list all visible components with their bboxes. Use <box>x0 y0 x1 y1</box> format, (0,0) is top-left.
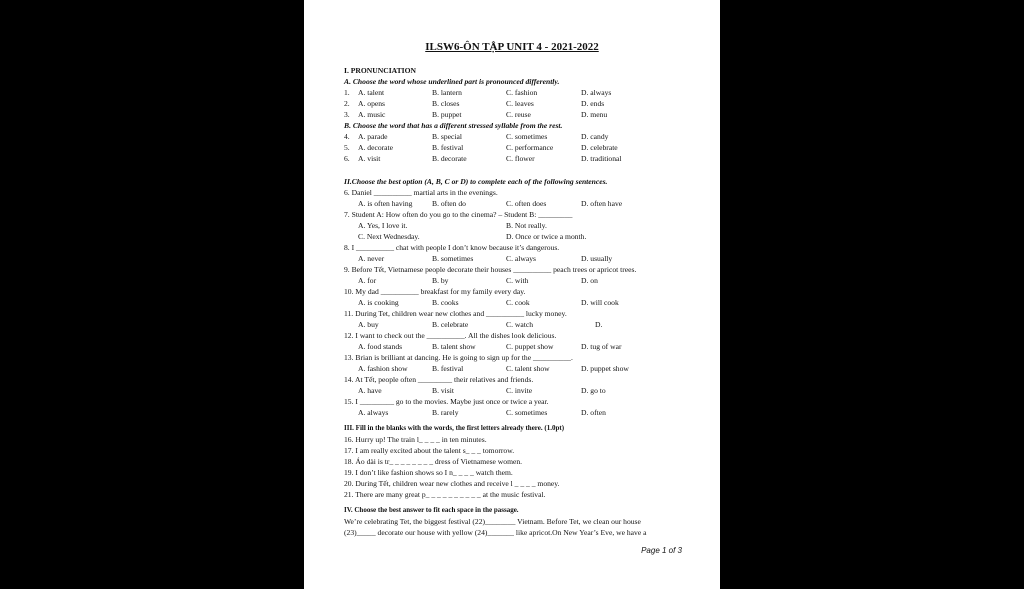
question-9: 9. Before Tết, Vietnamese people decorate their houses __________ peach trees or apricot trees. <box>344 265 637 274</box>
option-d: D. candy <box>581 132 609 141</box>
option-a: A. food stands <box>358 342 403 351</box>
q-number: 5. <box>344 143 350 152</box>
option-d: D. menu <box>581 110 608 119</box>
option-a: A. music <box>358 110 386 119</box>
option-a: A. is cooking <box>358 298 399 307</box>
option-c: C. with <box>506 276 529 285</box>
question-15: 15. I _________ go to the movies. Maybe just once or twice a year. <box>344 397 549 406</box>
option-b: B. festival <box>432 143 464 152</box>
option-b: B. special <box>432 132 462 141</box>
option-a: A. never <box>358 254 385 263</box>
option-c: C. reuse <box>506 110 531 119</box>
question-13: 13. Brian is brilliant at dancing. He is going to sign up for the __________. <box>344 353 573 362</box>
option-b: B. visit <box>432 386 454 395</box>
section-2-heading: II.Choose the best option (A, B, C or D) to complete each of the following sentences. <box>344 177 608 186</box>
q-number: 6. <box>344 154 350 163</box>
option-b: B. celebrate <box>432 320 469 329</box>
option-b: B. sometimes <box>432 254 474 263</box>
option-b: B. Not really. <box>506 221 547 230</box>
option-a: A. parade <box>358 132 388 141</box>
question-6: 6. Daniel __________ martial arts in the evenings. <box>344 188 498 197</box>
q-number: 1. <box>344 88 350 97</box>
option-b: B. lantern <box>432 88 462 97</box>
question-12: 12. I want to check out the __________. All the dishes look delicious. <box>344 331 557 340</box>
option-d: D. traditional <box>581 154 622 163</box>
question-7: 7. Student A: How often do you go to the cinema? – Student B: _________ <box>344 210 573 219</box>
passage-line: We’re celebrating Tet, the biggest festival (22)________ Vietnam. Before Tet, we clean our house <box>344 517 641 526</box>
option-c: C. Next Wednesday. <box>358 232 420 241</box>
q-number: 3. <box>344 110 350 119</box>
option-b: B. puppet <box>432 110 462 119</box>
option-a: A. always <box>358 408 389 417</box>
option-b: B. festival <box>432 364 464 373</box>
option-c: C. cook <box>506 298 530 307</box>
option-d: D. on <box>581 276 598 285</box>
option-b: B. rarely <box>432 408 459 417</box>
option-b: B. decorate <box>432 154 467 163</box>
document-title: ILSW6-ÔN TẬP UNIT 4 - 2021-2022 <box>425 41 599 53</box>
option-a: A. decorate <box>358 143 393 152</box>
option-b: B. by <box>432 276 449 285</box>
option-c: C. leaves <box>506 99 534 108</box>
question-8: 8. I __________ chat with people I don’t know because it’s dangerous. <box>344 243 560 252</box>
option-c: C. sometimes <box>506 132 548 141</box>
option-a: A. talent <box>358 88 385 97</box>
option-a: A. visit <box>358 154 381 163</box>
option-a: A. buy <box>358 320 379 329</box>
option-d: D. go to <box>581 386 606 395</box>
fill-line: 18. Áo dài is tr_ _ _ _ _ _ _ _ dress of Vietnamese women. <box>344 457 523 466</box>
option-c: C. invite <box>506 386 533 395</box>
option-c: C. sometimes <box>506 408 548 417</box>
document-page <box>304 0 720 589</box>
option-d: D. often have <box>581 199 623 208</box>
option-d: D. tug of war <box>581 342 622 351</box>
fill-line: 17. I am really excited about the talent s_ _ _ tomorrow. <box>344 446 515 455</box>
option-c: C. flower <box>506 154 535 163</box>
section-1-heading: I. PRONUNCIATION <box>344 66 417 75</box>
fill-line: 16. Hurry up! The train l_ _ _ _ in ten minutes. <box>344 435 487 444</box>
option-b: B. often do <box>432 199 466 208</box>
option-a: A. Yes, I love it. <box>358 221 408 230</box>
option-a: A. have <box>358 386 382 395</box>
fill-line: 21. There are many great p_ _ _ _ _ _ _ _ _ _ at the music festival. <box>344 490 546 499</box>
question-10: 10. My dad __________ breakfast for my family every day. <box>344 287 526 296</box>
option-d: D. ends <box>581 99 605 108</box>
option-d: D. usually <box>581 254 613 263</box>
option-b: B. closes <box>432 99 460 108</box>
section-1-part-a: A. Choose the word whose underlined part is pronounced differently. <box>344 77 560 86</box>
option-a: A. opens <box>358 99 385 108</box>
page-number: Page 1 of 3 <box>641 546 682 555</box>
option-c: C. fashion <box>506 88 538 97</box>
option-d: D. Once or twice a month. <box>506 232 587 241</box>
option-c: C. always <box>506 254 536 263</box>
q-number: 4. <box>344 132 350 141</box>
section-1-part-b: B. Choose the word that has a different stressed syllable from the rest. <box>344 121 563 130</box>
option-b: B. talent show <box>432 342 476 351</box>
fill-line: 20. During Tết, children wear new clothes and receive l _ _ _ _ money. <box>344 479 560 488</box>
section-4-heading: IV. Choose the best answer to fit each space in the passage. <box>344 506 519 514</box>
option-c: C. talent show <box>506 364 550 373</box>
option-c: C. watch <box>506 320 533 329</box>
question-11: 11. During Tet, children wear new clothes and __________ lucky money. <box>344 309 567 318</box>
option-c: C. performance <box>506 143 554 152</box>
option-d: D. often <box>581 408 606 417</box>
option-b: B. cooks <box>432 298 459 307</box>
fill-line: 19. I don’t like fashion shows so I n_ _ _ _ watch them. <box>344 468 513 477</box>
option-c: C. puppet show <box>506 342 554 351</box>
option-d: D. always <box>581 88 612 97</box>
option-d: D. celebrate <box>581 143 618 152</box>
option-a: A. for <box>358 276 377 285</box>
option-a: A. is often having <box>358 199 413 208</box>
option-d: D. <box>595 320 603 329</box>
section-3-heading: III. Fill in the blanks with the words, the first letters already there. (1.0pt) <box>344 424 565 432</box>
option-a: A. fashion show <box>358 364 408 373</box>
option-d: D. will cook <box>581 298 619 307</box>
q-number: 2. <box>344 99 350 108</box>
question-14: 14. At Tết, people often _________ their relatives and friends. <box>344 375 534 384</box>
passage-line: (23)_____ decorate our house with yellow (24)_______ like apricot.On New Year’s Eve, we have a <box>344 528 647 537</box>
option-d: D. puppet show <box>581 364 629 373</box>
option-c: C. often does <box>506 199 547 208</box>
